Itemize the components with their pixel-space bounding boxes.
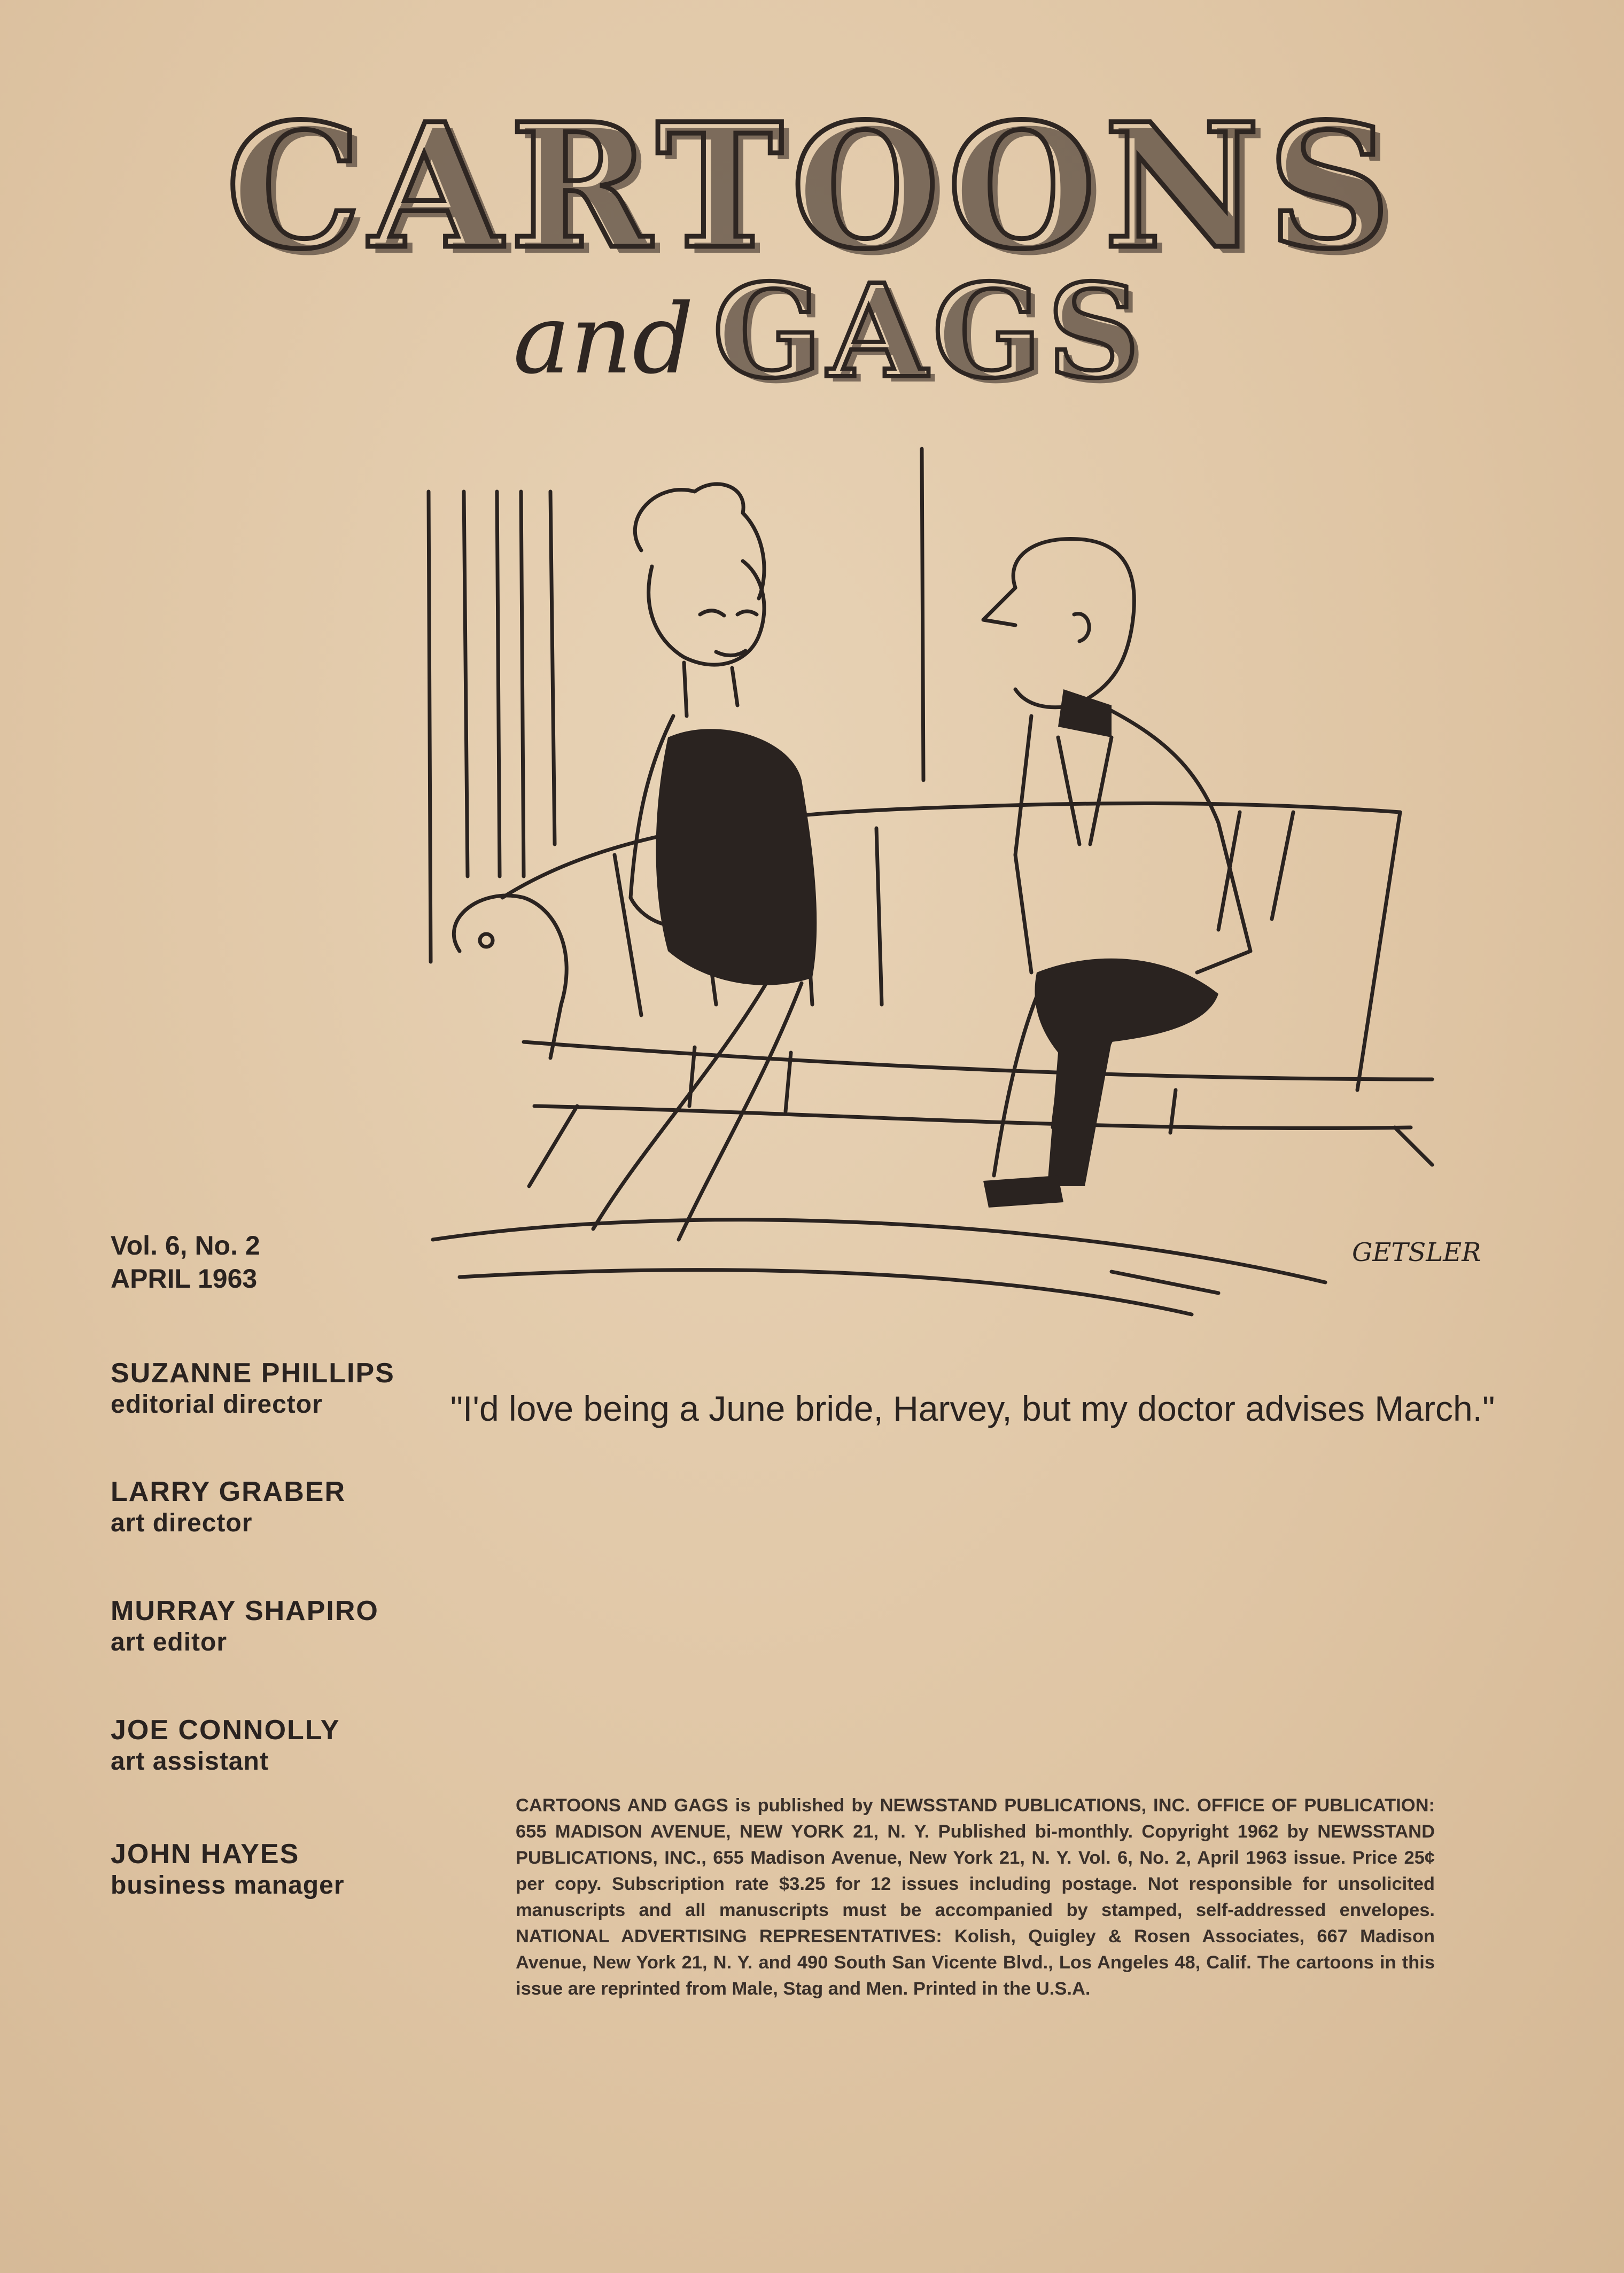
staff-entry xyxy=(111,1595,379,1658)
staff-role: editorial director xyxy=(111,1390,323,1419)
issue-date: APRIL 1963 xyxy=(111,1264,258,1294)
staff-entry xyxy=(111,1714,340,1777)
staff-role: art assistant xyxy=(111,1747,269,1776)
staff-entry xyxy=(111,1357,395,1420)
publication-notice: CARTOONS AND GAGS is published by NEWSSTAND PUBLICATIONS, INC. OFFICE OF PUBLICATION: 655 MADISON AVENUE, NEW YORK 21, N. Y. Published bi-monthly. Copyright 1962 by NEWSSTAND PUBLICATIONS, INC., 655 Madison Avenue, New York 21, N. Y. Vol. 6, No. 2, April 1963 issue. Price 25¢ per copy. Subscription rate $3.25 for 12 issues including postage. Not responsible for unsolicited manuscripts and all manuscripts must be accompanied by stamped, self-addressed envelopes. NATIONAL ADVERTISING REPRESENTATIVES: Kolish, Quigley & Rosen Associates, 667 Madison Avenue, New York 21, N. Y. and 490 South San Vicente Blvd., Los Angeles 48, Calif. The cartoons in this issue are reprinted from Male, Stag and Men. Printed in the U.S.A. xyxy=(516,1795,1435,1999)
staff-role: business manager xyxy=(111,1871,345,1900)
issue-volume: Vol. 6, No. 2 xyxy=(111,1231,260,1260)
cartoon-signature: GETSLER xyxy=(1352,1237,1481,1267)
staff-role: art editor xyxy=(111,1628,228,1656)
staff-name: MURRAY SHAPIRO xyxy=(111,1595,379,1626)
staff-name: SUZANNE PHILLIPS xyxy=(111,1358,395,1389)
cartoon-illustration xyxy=(417,438,1486,1400)
masthead-and: and xyxy=(513,284,694,395)
staff-entry xyxy=(111,1476,346,1539)
staff-name: JOHN HAYES xyxy=(111,1839,300,1870)
cartoon-caption: "I'd love being a June bride, Harvey, but my doctor advises March." xyxy=(450,1389,1495,1428)
masthead-subtitle xyxy=(513,256,1146,407)
masthead-title: CARTOONS xyxy=(226,87,1398,287)
issue-info xyxy=(111,1229,260,1295)
staff-name: LARRY GRABER xyxy=(111,1476,346,1507)
staff-name: JOE CONNOLLY xyxy=(111,1715,340,1746)
staff-role: art director xyxy=(111,1509,253,1537)
masthead-gags: GAGS xyxy=(712,256,1146,407)
staff-entry xyxy=(111,1838,345,1901)
